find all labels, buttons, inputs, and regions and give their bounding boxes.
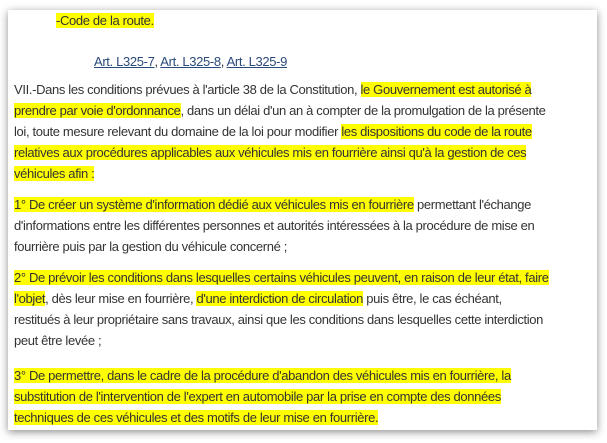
highlighted-text: prendre par voie d'ordonnance	[14, 103, 181, 118]
text-line	[14, 365, 511, 386]
highlighted-text: substitution de l'intervention de l'expert en automobile par la prise en compte des données	[14, 389, 501, 404]
text-segment: puis être, le cas échéant,	[363, 291, 502, 306]
link-separator: ,	[154, 54, 161, 69]
highlighted-text: l'objet	[14, 291, 46, 306]
text-segment: loi, toute mesure relevant du domaine de la loi pour modifier	[14, 124, 342, 139]
text-line	[14, 121, 545, 142]
text-line	[14, 236, 534, 257]
text-line	[14, 215, 534, 236]
text-segment: , dès leur mise en fourrière,	[45, 291, 197, 306]
highlighted-text: 3° De permettre, dans le cadre de la procédure d'abandon des véhicules mis en fourrière, la	[14, 368, 511, 383]
text-line	[14, 288, 549, 309]
highlighted-text: techniques de ces véhicules et des motifs de leur mise en fourrière.	[14, 410, 379, 425]
paragraph-2	[14, 267, 549, 351]
text-segment: peut être levée ;	[14, 333, 102, 348]
link-separator: ,	[220, 54, 227, 69]
text-line	[14, 142, 545, 163]
code-heading-text: -Code de la route.	[56, 13, 154, 28]
highlighted-text: le Gouvernement est autorisé à	[360, 82, 532, 97]
highlighted-text: 2° De prévoir les conditions dans lesquelles certains véhicules peuvent, en raison de leur état, faire	[14, 270, 549, 285]
article-link-l325-9[interactable]: Art. L325-9	[226, 54, 288, 69]
text-line	[14, 194, 534, 215]
text-segment: permettant l'échange	[413, 197, 532, 212]
paragraph-vii	[14, 79, 545, 184]
text-segment: restitués à leur propriétaire sans travaux, ainsi que les conditions dans lesquelles cette interdiction	[14, 312, 544, 327]
article-link-l325-8[interactable]: Art. L325-8	[160, 54, 221, 69]
text-segment: , dans un délai d'un an à compter de la promulgation de la présente	[180, 103, 546, 118]
highlighted-text: d'une interdiction de circulation	[196, 291, 364, 306]
text-segment: fourrière puis par la gestion du véhicule concerné ;	[14, 239, 288, 254]
highlighted-text: 1° De créer un système d'information dédié aux véhicules mis en fourrière	[14, 197, 414, 212]
text-line	[14, 163, 545, 184]
text-line	[14, 407, 511, 428]
text-segment: VII.-Dans les conditions prévues à l'article 38 de la Constitution,	[14, 82, 361, 97]
paragraph-3	[14, 365, 511, 428]
text-line	[14, 330, 549, 351]
paragraph-1	[14, 194, 534, 257]
highlighted-text: les dispositions du code de la route	[341, 124, 532, 139]
text-line	[14, 386, 511, 407]
document-panel	[8, 10, 597, 430]
text-line	[14, 267, 549, 288]
highlighted-text: véhicules afin :	[14, 166, 95, 181]
article-links	[94, 54, 287, 69]
code-heading	[56, 13, 154, 28]
article-link-l325-7[interactable]: Art. L325-7	[94, 54, 155, 69]
text-line	[14, 100, 545, 121]
text-line	[14, 309, 549, 330]
highlighted-text: relatives aux procédures applicables aux véhicules mis en fourrière ainsi qu'à la gestion de ces	[14, 145, 527, 160]
text-line	[14, 79, 545, 100]
text-segment: d'informations entre les différentes personnes et autorités intéressées à la procédure de mise en	[14, 218, 535, 233]
